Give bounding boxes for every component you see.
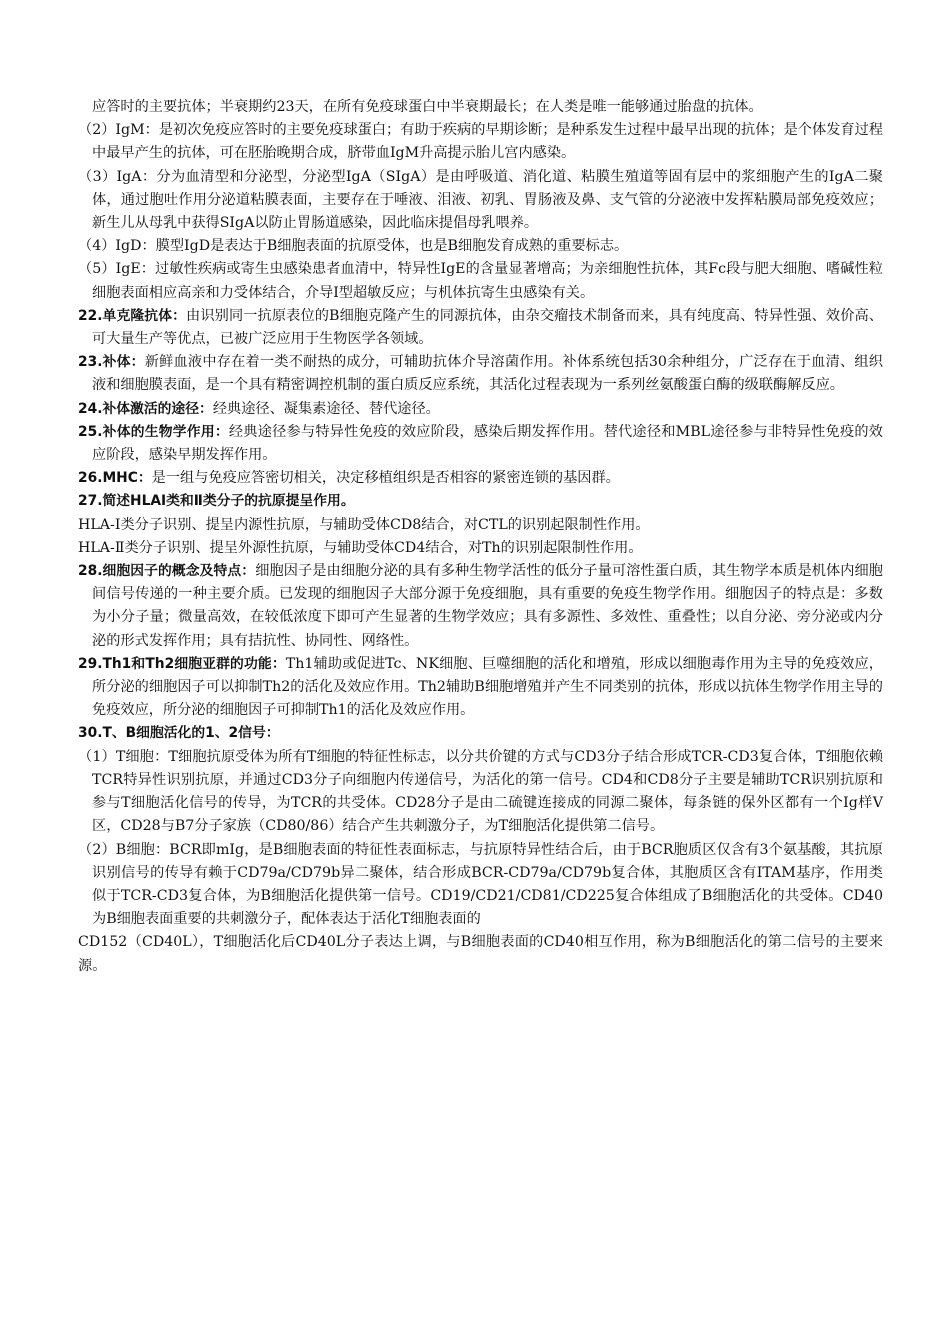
section-text: 细胞因子是由细胞分泌的具有多种生物学活性的低分子量可溶性蛋白质，其生物学本质是机体内细胞间信号传递的一种主要介质。已发现的细胞因子大部分源于免疫细胞，具有重要的免疫生物学作用。细胞因子的特点是：多数为小分子量；微量高效，在较低浓度下即可产生显著的生物学效应；具有多源性、多效性、重叠性；以自分泌、旁分泌或内分泌的形式发挥作用；具有拮抗性、协同性、网络性。	[92, 563, 883, 649]
paragraph-text: （5）IgE：过敏性疾病或寄生虫感染患者血清中，特异性IgE的含量显著增高；为亲细胞性抗体，其Fc段与肥大细胞、嗜碱性粒细胞表面相应高亲和力受体结合，介导Ⅰ型超敏反应；与机体抗寄生虫感染有关。	[78, 261, 883, 301]
paragraph-iga	[78, 166, 883, 236]
paragraph-b-cell	[78, 839, 883, 932]
section-text: 经典途径、凝集素途径、替代途径。	[212, 400, 440, 417]
paragraph-ige	[78, 258, 883, 304]
section-heading: 22.单克隆抗体：	[78, 307, 187, 324]
section-text: 经典途径参与特异性免疫的效应阶段，感染后期发挥作用。替代途径和MBL途径参与非特异性免疫的效应阶段，感染早期发挥作用。	[92, 423, 883, 464]
section-30-activation-signals	[78, 722, 883, 745]
section-25-complement-functions	[78, 421, 883, 467]
paragraph-text: （3）IgA：分为血清型和分泌型，分泌型IgA（SIgA）是由呼吸道、消化道、粘膜生殖道等固有层中的浆细胞产生的IgA二聚体，通过胞吐作用分泌道粘膜表面，主要存在于唾液、泪液、初乳、胃肠液及鼻、支气管的分泌液中发挥粘膜局部免疫效应；新生儿从母乳中获得SIgA以防止胃肠道感染，因此临床提倡母乳喂养。	[78, 168, 883, 232]
section-text: 是一组与免疫应答密切相关，决定移植组织是否相容的紧密连锁的基因群。	[151, 470, 620, 487]
section-heading: 25.补体的生物学作用：	[78, 423, 229, 440]
section-26-mhc	[78, 467, 883, 490]
section-text: 由识别同一抗原表位的B细胞克隆产生的同源抗体，由杂交瘤技术制备而来，具有纯度高、特异性强、效价高、可大量生产等优点，已被广泛应用于生物医学各领域。	[92, 307, 883, 348]
document-page	[78, 96, 883, 978]
section-text: 新鲜血液中存在着一类不耐热的成分，可辅助抗体介导溶菌作用。补体系统包括30余种组分，广泛存在于血清、组织液和细胞膜表面，是一个具有精密调控机制的蛋白质反应系统，其活化过程表现为一系列丝氨酸蛋白酶的级联酶解反应。	[92, 354, 883, 394]
section-heading: 24.补体激活的途径：	[78, 400, 213, 417]
section-24-complement-pathways	[78, 398, 883, 421]
paragraph-text: （2）IgM：是初次免疫应答时的主要免疫球蛋白；有助于疾病的早期诊断；是种系发生过程中最早出现的抗体；是个体发育过程中最早产生的抗体，可在胚胎晚期合成，脐带血IgM升高提示胎儿宫内感染。	[78, 122, 883, 162]
paragraph-igm	[78, 119, 883, 165]
paragraph-b-cell-continued	[78, 931, 883, 977]
section-heading: 27.简述HLAⅠ类和Ⅱ类分子的抗原提呈作用。	[78, 493, 355, 510]
section-heading: 28.细胞因子的概念及特点：	[78, 563, 256, 580]
section-23-complement	[78, 351, 883, 397]
section-heading: 29.Th1和Th2细胞亚群的功能：	[78, 655, 286, 672]
paragraph-text: （1）T细胞：T细胞抗原受体为所有T细胞的特征性标志，以分共价键的方式与CD3分子结合形成TCR-CD3复合体，T细胞依赖TCR特异性识别抗原，并通过CD3分子向细胞内传递信号，为活化的第一信号。CD4和CD8分子主要是辅助TCR识别抗原和参与T细胞活化信号的传导，为TCR的共受体。CD28分子是由二硫键连接成的同源二聚体，每条链的保外区都有一个Ig样V区，CD28与B7分子家族（CD80/86）结合产生共刺激分子，为T细胞活化提供第二信号。	[78, 748, 883, 835]
paragraph-igd	[78, 235, 883, 258]
section-heading: 26.MHC：	[78, 470, 152, 487]
section-heading: 30.T、B细胞活化的1、2信号：	[78, 725, 280, 742]
paragraph-igg-continued	[78, 96, 883, 119]
section-27-hla-heading	[78, 490, 883, 513]
paragraph-text: HLA-Ⅱ类分子识别、提呈外源性抗原，与辅助受体CD4结合，对Th的识别起限制性作用。	[78, 539, 643, 556]
section-22-monoclonal-antibody	[78, 305, 883, 351]
paragraph-hla-class-1	[78, 514, 883, 537]
paragraph-text: 应答时的主要抗体；半衰期约23天，在所有免疫球蛋白中半衰期最长；在人类是唯一能够通过胎盘的抗体。	[92, 99, 763, 115]
paragraph-t-cell	[78, 746, 883, 839]
paragraph-text: （2）B细胞：BCR即mIg，是B细胞表面的特征性表面标志，与抗原特异性结合后，由于BCR胞质区仅含有3个氨基酸，其抗原识别信号的传导有赖于CD79a/CD79b异二聚体，结合形成BCR-CD79a/CD79b复合体，其胞质区含有ITAM基序，作用类似于TCR-CD3复合体，为B细胞活化提供第一信号。CD19/CD21/CD81/CD225复合体组成了B细胞活化的共受体。CD40为B细胞表面重要的共刺激分子，配体表达于活化T细胞表面的	[78, 841, 883, 928]
paragraph-hla-class-2	[78, 537, 883, 560]
section-28-cytokines	[78, 560, 883, 653]
section-heading: 23.补体：	[78, 354, 145, 371]
paragraph-text: CD152（CD40L），T细胞活化后CD40L分子表达上调，与B细胞表面的CD40相互作用，称为B细胞活化的第二信号的主要来源。	[78, 934, 883, 974]
section-text: Th1辅助或促进Tc、NK细胞、巨噬细胞的活化和增殖，形成以细胞毒作用为主导的免疫效应，所分泌的细胞因子可以抑制Th2的活化及效应作用。Th2辅助B细胞增殖并产生不同类别的抗体，形成以抗体生物学作用主导的免疫效应，所分泌的细胞因子可抑制Th1的活化及效应作用。	[92, 655, 883, 719]
paragraph-text: HLA-Ⅰ类分子识别、提呈内源性抗原，与辅助受体CD8结合，对CTL的识别起限制性作用。	[78, 516, 650, 533]
paragraph-text: （4）IgD：膜型IgD是表达于B细胞表面的抗原受体，也是B细胞发育成熟的重要标志。	[78, 238, 629, 255]
section-29-th1-th2	[78, 653, 883, 723]
